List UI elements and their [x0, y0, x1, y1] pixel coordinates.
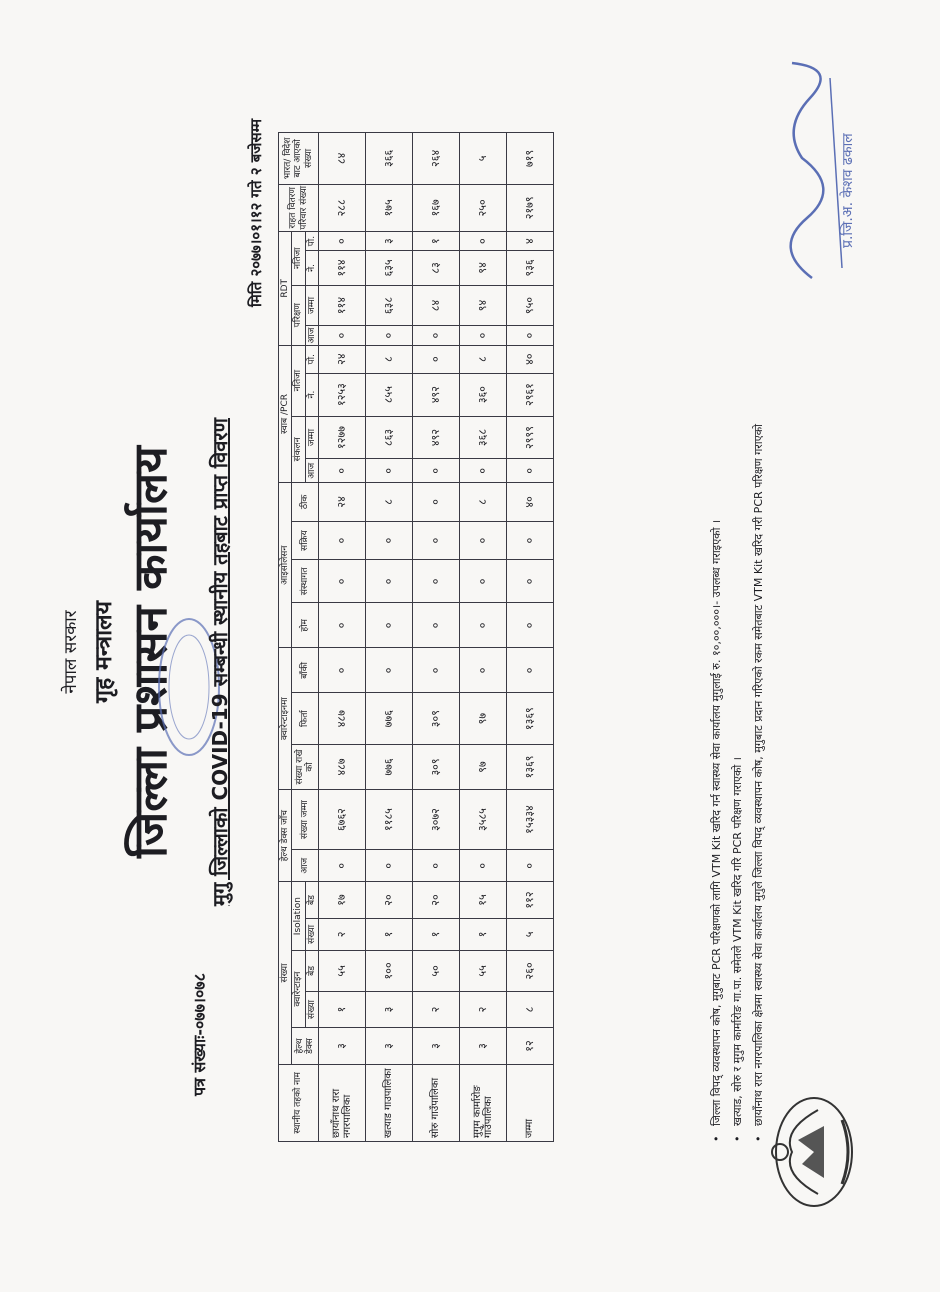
cell: ४९२ [413, 373, 460, 416]
cell: ० [460, 231, 507, 250]
reference-number: पत्र संख्याः-०७७।०७८ [190, 973, 209, 1096]
col-hd-today: आज [292, 850, 319, 882]
table-row [460, 133, 507, 1142]
cell: ० [366, 850, 413, 882]
cell: २९९९ [507, 416, 554, 459]
col-q-remaining: बाँकी [292, 648, 319, 693]
cell: ९४ [460, 251, 507, 285]
cell: ० [319, 521, 366, 560]
cell: ४८७ [319, 744, 366, 789]
cell: ८५५ [366, 373, 413, 416]
cell: ३०९ [413, 744, 460, 789]
cell: २ [319, 918, 366, 950]
col-foreign: भारत/ विदेश बाट आएको संख्या [279, 133, 319, 185]
col-swab-pcr: स्वाब /PCR [279, 345, 292, 482]
cell: ० [460, 603, 507, 648]
cell: ० [319, 231, 366, 250]
cell: १२ [507, 1028, 554, 1064]
col-isolation2: आइसोलेसन [279, 483, 292, 648]
nepal-emblem-icon [762, 1090, 856, 1214]
col-isolation: Isolation [292, 882, 305, 951]
bullet-icon: • [752, 1135, 765, 1142]
cell: २० [413, 882, 460, 919]
cell: ८४ [413, 285, 460, 326]
cell: १ [366, 918, 413, 950]
note-text: छायाँनाथ रारा नगरपालिका क्षेत्रमा स्वास्थ्य सेवा कार्यालय मुगुले जिल्ला विपद् व्यवस्थापन कोष, मुगुबाट प्रदान गरिएको रकम समेतबाट VTM Kit खरिद गरी PCR परिक्षण गराएको [752, 424, 765, 1126]
cell: ० [507, 603, 554, 648]
cell: ३ [366, 991, 413, 1027]
cell: ३६८ [460, 416, 507, 459]
col-swab-collect: संकलन [292, 416, 305, 483]
cell: २९६१ [507, 373, 554, 416]
government-name: नेपाल सरकार [61, 610, 81, 694]
cell-name: खत्याड गाउपालिका [366, 1064, 413, 1141]
cell: ३५८५ [460, 789, 507, 849]
cell: ० [413, 850, 460, 882]
col-health-desk: हेल्थ डेक्स [292, 1028, 319, 1064]
cell: ३०७२ [413, 789, 460, 849]
cell: ३ [460, 1028, 507, 1064]
note-text: खत्याड, सोरु र मुगुम कार्मारोङ गा.पा. समेतले VTM Kit खरिद गरि PCR परिक्षण गराएको । [731, 757, 744, 1126]
cell: ८३ [413, 251, 460, 285]
cell: ५ [507, 918, 554, 950]
cell: ० [413, 648, 460, 693]
cell: ० [507, 850, 554, 882]
cell: ० [413, 483, 460, 522]
col-swab-total: जम्मा [305, 416, 318, 459]
cell: १ [413, 918, 460, 950]
table-row [413, 133, 460, 1142]
cell: ८ [366, 483, 413, 522]
col-rdt-pos: पो. [305, 231, 318, 250]
col-iso-active: सक्रिय [292, 521, 319, 560]
cell: १७ [319, 882, 366, 919]
cell: ० [366, 648, 413, 693]
cell: ० [413, 521, 460, 560]
bullet-icon: • [710, 1135, 723, 1142]
cell: २१७९ [507, 184, 554, 231]
col-swab-pos: पो. [305, 345, 318, 373]
cell: १ [460, 918, 507, 950]
col-iso-bed: बेड [305, 882, 318, 919]
cell: १ [413, 231, 460, 250]
signature-stamp-icon [752, 58, 862, 288]
col-swab-result: नतिजा [292, 345, 305, 416]
note-item [748, 222, 769, 1142]
cell: ० [460, 459, 507, 483]
cell: ० [460, 648, 507, 693]
col-relief: राहत वितरण परिवार संख्या [279, 184, 319, 231]
cell: ० [413, 603, 460, 648]
cell: ० [366, 603, 413, 648]
cell: ० [460, 560, 507, 603]
cell: ० [460, 850, 507, 882]
covid-data-table [278, 132, 554, 1142]
cell: ५५ [460, 950, 507, 991]
col-rdt-neg: ने. [305, 251, 318, 285]
cell: ८ [460, 483, 507, 522]
cell: ४० [507, 345, 554, 373]
cell: १७५ [366, 184, 413, 231]
cell: ० [319, 560, 366, 603]
col-q-bed: बेड [305, 950, 318, 991]
cell: ९७ [460, 693, 507, 745]
col-rdt-test: परिक्षण [292, 285, 305, 345]
document-subject: मुगु जिल्लाको COVID-19 सम्बन्धी स्थानीय तहबाट प्राप्त विवरण [208, 418, 232, 907]
col-quarantined: क्वारेन्टाइनमा [279, 648, 292, 790]
cell: ८ [366, 345, 413, 373]
col-q-count: संख्या [305, 991, 318, 1027]
cell: ० [507, 560, 554, 603]
cell: ९७ [460, 744, 507, 789]
col-rdt: RDT [279, 231, 292, 345]
cell: ० [413, 560, 460, 603]
cell: ८ [507, 991, 554, 1027]
cell: २ [413, 991, 460, 1027]
notes-list [706, 222, 769, 1142]
cell: १२७७ [319, 416, 366, 459]
cell: ० [319, 648, 366, 693]
cell: १५ [460, 882, 507, 919]
cell: ७७६ [366, 744, 413, 789]
cell: ४९२ [413, 416, 460, 459]
cell: ११२ [507, 882, 554, 919]
note-item [706, 222, 727, 1142]
col-rdt-total: जम्मा [305, 285, 318, 326]
cell: २६४ [413, 133, 460, 185]
col-hd-total: संख्या जम्मा [292, 789, 319, 849]
cell: १५३३४ [507, 789, 554, 849]
cell: ० [507, 459, 554, 483]
note-text: जिल्ला विपद् व्यवस्थापन कोष, मुगुबाट PCR परिक्षणको लागि VTM Kit खरिद गर्न स्वास्थ्य सेवा कार्यालय मुगुलाई रु. १०,००,०००।- उपलब्ध गराइएको । [710, 519, 723, 1126]
col-health-desk-check: हेल्थ डेक्स जाँच [279, 789, 292, 881]
cell: २० [366, 882, 413, 919]
cell-name: जम्मा [507, 1064, 554, 1141]
cell: ० [507, 648, 554, 693]
cell: ० [366, 326, 413, 345]
cell: ० [366, 560, 413, 603]
cell: ८६३ [366, 416, 413, 459]
cell-name: सोरु गाउँपालिका [413, 1064, 460, 1141]
cell: ० [319, 603, 366, 648]
signature-text: प्र.जि.अ. केशव ढकाल [840, 133, 856, 248]
cell: ७७६ [366, 693, 413, 745]
cell: १ [319, 991, 366, 1027]
cell: २६० [507, 950, 554, 991]
col-swab-neg: ने. [305, 373, 318, 416]
cell: ११४ [319, 251, 366, 285]
cell: ६३८ [366, 285, 413, 326]
cell: २५० [460, 184, 507, 231]
table-row [366, 133, 413, 1142]
cell: ११४ [319, 285, 366, 326]
table-row-total [507, 133, 554, 1142]
cell: ११८५ [366, 789, 413, 849]
cell: ३ [366, 231, 413, 250]
cell: ३ [319, 1028, 366, 1064]
cell: १६७ [413, 184, 460, 231]
cell: १२५३ [319, 373, 366, 416]
cell: २८८ [319, 184, 366, 231]
bullet-icon: • [731, 1135, 744, 1142]
cell: ६३५ [366, 251, 413, 285]
cell: ० [366, 521, 413, 560]
cell: ० [366, 459, 413, 483]
office-name: जिल्ला प्रशासन कार्यालय [123, 446, 177, 858]
cell: ८४ [319, 133, 366, 185]
cell: १३६९ [507, 693, 554, 745]
cell: ९५० [507, 285, 554, 326]
col-local-level: स्थानीय तहको नाम [279, 1064, 319, 1141]
cell: ३ [366, 1028, 413, 1064]
table-row [319, 133, 366, 1142]
cell: ० [507, 326, 554, 345]
col-quarantine: क्वारेन्टाइन [292, 950, 305, 1027]
report-date: मिति २०७७।०१।१२ गते २ बजेसम्म [247, 118, 265, 307]
col-count-group: संख्या [279, 882, 292, 1064]
cell: ४ [507, 231, 554, 250]
cell: ९३६ [507, 251, 554, 285]
cell: ७१९ [507, 133, 554, 185]
cell: ० [413, 459, 460, 483]
cell: ० [413, 345, 460, 373]
cell: ० [507, 521, 554, 560]
cell: ९४ [460, 285, 507, 326]
cell-name: छायाँनाथ रारा नगरपालिका [319, 1064, 366, 1141]
note-item [727, 222, 748, 1142]
cell: ५ [460, 133, 507, 185]
cell: ० [319, 326, 366, 345]
col-iso-cured: ठीक [292, 483, 319, 522]
cell: ० [460, 326, 507, 345]
cell: ८ [460, 345, 507, 373]
cell: २ [460, 991, 507, 1027]
cell: ० [319, 850, 366, 882]
cell: ३६६ [366, 133, 413, 185]
cell-name: मुगुम कार्मारोङ गाउँपालिका [460, 1064, 507, 1141]
cell: १०० [366, 950, 413, 991]
cell: ३०९ [413, 693, 460, 745]
col-q-returned: फिर्ता [292, 693, 319, 745]
cell: २४ [319, 345, 366, 373]
col-swab-today: आज [305, 459, 318, 483]
cell: २४ [319, 483, 366, 522]
cell: ६७६२ [319, 789, 366, 849]
col-rdt-today: आज [306, 327, 317, 344]
cell: ० [460, 521, 507, 560]
cell: ३६० [460, 373, 507, 416]
col-iso-institutional: संस्थागत [292, 560, 319, 603]
cell: ४८७ [319, 693, 366, 745]
cell: ० [319, 459, 366, 483]
cell: ४० [507, 483, 554, 522]
cell: १३६९ [507, 744, 554, 789]
cell: ५० [413, 950, 460, 991]
cell: ३ [413, 1028, 460, 1064]
col-iso-home: होम [292, 603, 319, 648]
cell: ० [413, 326, 460, 345]
col-rdt-result: नतिजा [292, 231, 305, 285]
col-iso-count: संख्या [305, 918, 318, 950]
cell: ५५ [319, 950, 366, 991]
col-q-kept: संख्या राखे को [292, 744, 319, 789]
ministry-name: गृह मन्त्रालय [91, 601, 117, 703]
